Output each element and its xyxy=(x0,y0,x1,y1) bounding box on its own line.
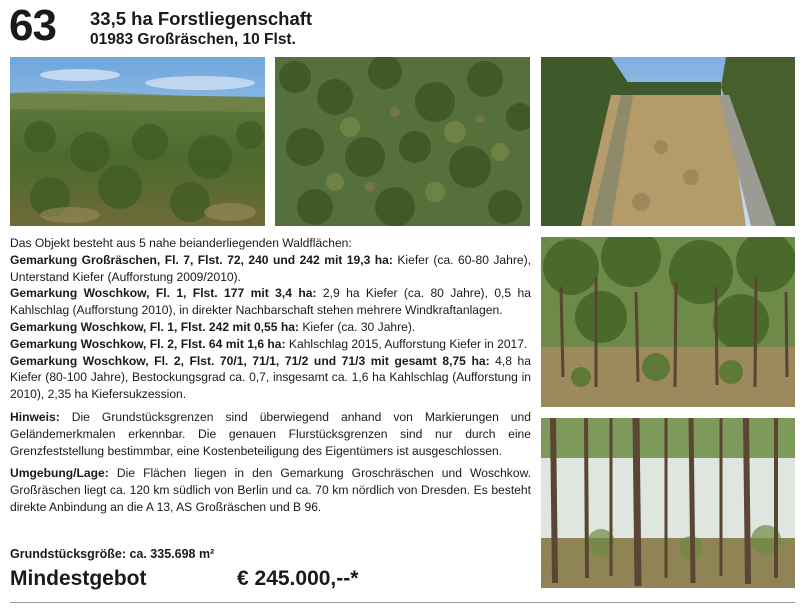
parcel-entry: Gemarkung Großräschen, Fl. 7, Flst. 72, 240 und 242 mit 19,3 ha: Kiefer (ca. 60-80 Jahre), Unterstand Kiefer (Aufforstung 2009/2010). xyxy=(10,252,531,284)
parcel-entry: Gemarkung Woschkow, Fl. 2, Flst. 70/1, 71/1, 71/2 und 71/3 mit gesamt 8,75 ha: 4,8 ha Kiefer (80-100 Jahre), Bestockungsgrad ca. 0,7, insgesamt ca. 1,6 ha Kahlschlag (Aufforstung in 2010), 2,35 ha Kiefersukzession. xyxy=(10,353,531,402)
property-title: 33,5 ha Forstliegenschaft xyxy=(90,8,313,29)
bottom-divider xyxy=(10,602,795,603)
pine-forest-aerial-topdown-photo xyxy=(275,57,530,226)
forest-clearing-path-photo xyxy=(541,57,795,226)
property-location: 01983 Großräschen, 10 Flst. xyxy=(90,31,296,48)
description-intro: Das Objekt besteht aus 5 nahe beianderliegenden Waldflächen: xyxy=(10,236,352,250)
location-note: Umgebung/Lage: Die Flächen liegen in den Gemarkung Groschräschen und Woschkow. Großräschen liegt ca. 120 km südlich von Berlin und ca. 70 km nördlich von Dresden. Es besteht direkte Anbindung an die A 13, AS Großräschen und B 96. xyxy=(10,466,531,514)
hinweis-note: Hinweis: Die Grundstücksgrenzen sind überwiegend anhand von Markierungen und Geländemerkmalen erkennbar. Die genauen Flurstücksgrenzen sind nur durch eine Grenzfeststellung bestimmbar, eine Kostenbeteiligung des Eigentümers ist ausgeschlossen. xyxy=(10,409,531,458)
minimum-bid-label: Mindestgebot xyxy=(10,567,147,590)
minimum-bid-value: € 245.000,--* xyxy=(237,567,359,590)
pine-forest-aerial-horizon-photo xyxy=(10,57,265,226)
property-description xyxy=(10,235,531,516)
parcel-entry: Gemarkung Woschkow, Fl. 1, Flst. 242 mit 0,55 ha: Kiefer (ca. 30 Jahre). xyxy=(10,319,416,334)
tall-pine-trunks-photo xyxy=(541,418,795,588)
lot-number: 63 xyxy=(9,1,56,50)
parcel-entry: Gemarkung Woschkow, Fl. 2, Flst. 64 mit 1,6 ha: Kahlschlag 2015, Aufforstung Kiefer in 2017. xyxy=(10,336,528,351)
young-pine-stand-photo xyxy=(541,237,795,407)
parcel-entry: Gemarkung Woschkow, Fl. 1, Flst. 177 mit 3,4 ha: 2,9 ha Kiefer (ca. 80 Jahre), 0,5 ha Kahlschlag (Aufforstung 2010), in direkter Nachbarschaft stehen mehrere Windkraftanlagen. xyxy=(10,286,531,318)
title-block xyxy=(90,8,312,50)
plot-size: Grundstücksgröße: ca. 335.698 m² xyxy=(10,547,215,561)
